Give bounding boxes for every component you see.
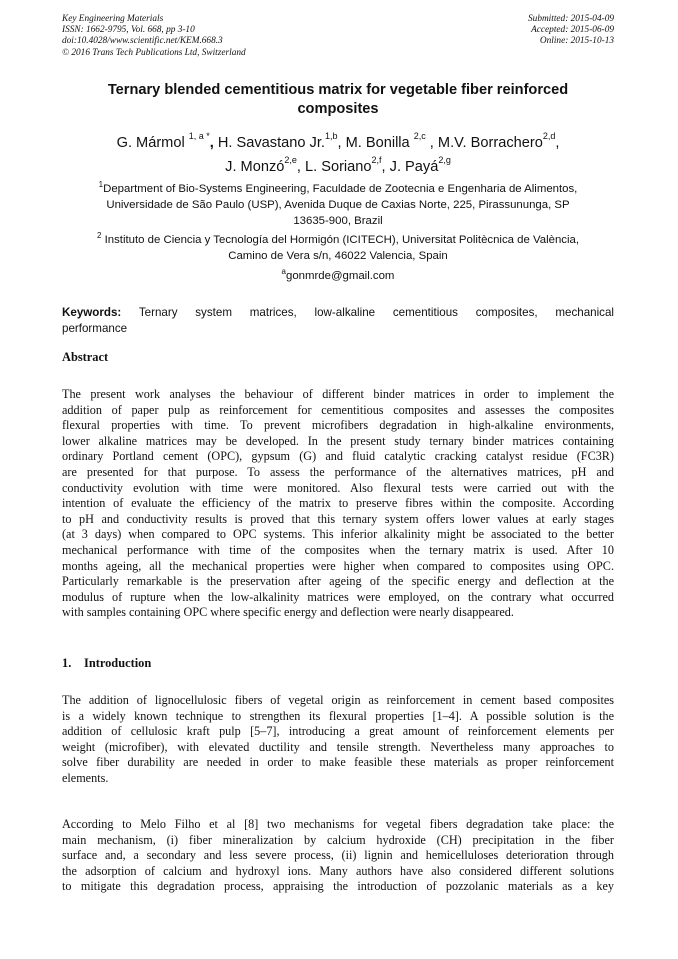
author-affiliation-mark: 2,c — [413, 131, 426, 142]
intro-line: weight (microfiber), with elevated ductility and tensile strength. Nevertheless many approaches to — [62, 739, 614, 754]
abstract-line: with samples containing OPC where specific energy and deflection were nearly disappeared. — [62, 605, 514, 620]
keywords-line: performance — [62, 321, 128, 335]
abstract-line: to pH and conductivity results is proved that this ternary system offers lower values at early stages — [62, 511, 614, 526]
accepted-date: Accepted: 2015-06-09 — [531, 25, 614, 36]
affiliation-2 — [62, 232, 614, 264]
author-affiliation-mark: 1, a * — [188, 131, 210, 142]
abstract-line: are presented for that purpose. To assess the performance of the alternatives matrices, pH and — [62, 464, 614, 479]
author-name: L. Soriano — [305, 159, 372, 175]
intro-line: to mitigate this degradation process, appraising the introduction of pozzolanic materials as a key — [62, 879, 614, 894]
keywords — [62, 305, 614, 336]
author-name: H. Savastano Jr. — [217, 135, 325, 151]
dates-header — [394, 14, 614, 48]
author-name: J. Payá — [389, 159, 439, 175]
affiliation-mark: 2 — [96, 231, 102, 241]
author-affiliation-mark: 2,g — [438, 155, 451, 166]
author-name: J. Monzó — [225, 159, 285, 175]
intro-paragraph-2 — [62, 817, 614, 895]
section-title: Introduction — [84, 656, 152, 670]
title-line: Ternary blended cementitious matrix for vegetable fiber reinforced — [107, 82, 569, 98]
affiliation-line: Department of Bio-Systems Engineering, Faculdade de Zootecnia e Engenharia de Alimentos, — [103, 183, 578, 195]
intro-line: The addition of lignocellulosic fibers of vegetal origin as reinforcement in cement based composites — [62, 693, 614, 707]
issn-line: ISSN: 1662-9795, Vol. 668, pp 3-10 — [62, 25, 195, 36]
author-affiliation-mark: 2,d — [542, 131, 556, 142]
abstract-line: months ageing, all the mechanical properties were higher when compared to composites using OPC. — [62, 558, 614, 573]
intro-line: elements. — [62, 770, 109, 785]
abstract-line: (at 3 days) when compared to OPC systems. This inferior alkalinity might be associated to the better — [62, 527, 614, 542]
abstract-body — [62, 387, 614, 621]
abstract-line: lower alkaline matrices may be developed. In the present study ternary binder matrices containing — [62, 433, 614, 448]
copyright-line: © 2016 Trans Tech Publications Ltd, Switzerland — [62, 47, 246, 58]
abstract-line: The present work analyses the behaviour of different binder matrices in order to implement the — [62, 387, 614, 401]
intro-line: is a widely known technique to strengthen its flexural properties [1–4]. A possible solution is the — [62, 708, 614, 723]
author-name: M. Bonilla — [345, 135, 414, 151]
abstract-line: mechanical performance with time of the composites when the ternary matrix is used. After 10 — [62, 542, 614, 557]
abstract-heading: Abstract — [62, 350, 109, 364]
section-number: 1. — [62, 656, 72, 670]
abstract-line: conductivity evolution with time were monitored. Also flexural tests were carried out with the — [62, 480, 614, 495]
intro-line: main mechanism, (i) fiber mineralization by calcium hydroxide (CH) precipitation in the fiber — [62, 832, 614, 847]
author-separator: , — [425, 135, 438, 151]
abstract-line: Particularly remarkable is the preservation after ageing of the specific energy and deflection at the — [62, 574, 614, 589]
paper-title — [62, 81, 614, 119]
author-affiliation-mark: 2,e — [284, 155, 297, 166]
title-line: composites — [297, 101, 379, 117]
journal-name: Key Engineering Materials — [62, 14, 164, 24]
affiliation-line: Instituto de Ciencia y Tecnología del Hormigón (ICITECH), Universitat Politècnica de València, — [101, 234, 580, 246]
affiliation-line: 13635-900, Brazil — [293, 215, 383, 227]
abstract-line: addition of paper pulp as reinforcement for cementitious composites and assesses the composites — [62, 402, 614, 417]
intro-line: surface and, a secondary and less severe process, (ii) lignin and hemicelluloses deterioration through — [62, 848, 614, 863]
journal-header — [62, 14, 382, 59]
author-name: M.V. Borrachero — [437, 135, 543, 151]
online-date: Online: 2015-10-13 — [539, 36, 614, 47]
author-affiliation-mark: 1,b — [324, 131, 338, 142]
introduction-heading — [62, 656, 151, 671]
doi-line: doi:10.4028/www.scientific.net/KEM.668.3 — [62, 36, 223, 47]
keywords-text: Ternary system matrices, low-alkaline cementitious composites, mechanical — [121, 306, 614, 319]
keywords-label: Keywords: — [62, 306, 122, 319]
abstract-line: intention of evaluate the efficiency of the matrix to preserve fibres within the composite. According — [62, 496, 614, 511]
intro-line: the adsorption of calcium and hydroxyl ions. Many authors have also considered different solutions — [62, 863, 614, 878]
intro-line: According to Melo Filho et al [8] two mechanisms for vegetal fibers degradation take place: the — [62, 817, 614, 831]
submitted-date: Submitted: 2015-04-09 — [528, 14, 614, 24]
author-list — [62, 131, 614, 179]
intro-line: addition of cellulosic kraft pulp [5–7], introducing a great amount of reinforcement elements per — [62, 724, 614, 739]
affiliation-line: Camino de Vera s/n, 46022 Valencia, Spain — [228, 250, 448, 262]
abstract-line: flexural properties with time. To prevent microfibers degradation in high-alkaline environments, — [62, 418, 614, 433]
intro-line: solve fiber durability are needed in order to make feasible these materials as proper reinforcement — [62, 755, 614, 770]
author-separator: , — [296, 159, 305, 175]
contact-email — [62, 268, 614, 284]
abstract-line: modulus of rupture when the low-alkalinity matrices were employed, on the contrary what occurred — [62, 589, 614, 604]
author-separator: , — [337, 135, 346, 151]
email-address: gonmrde@gmail.com — [286, 270, 395, 282]
affiliation-line: Universidade de São Paulo (USP), Avenida Duque de Caxias Norte, 225, Pirassununga, SP — [106, 199, 570, 211]
affiliation-1 — [62, 181, 614, 229]
abstract-line: ordinary Portland cement (OPC), gypsum (G) and fluid catalytic cracking catalyst residue (FC3R) — [62, 449, 614, 464]
author-separator: , — [209, 135, 218, 151]
affiliation-mark: 1 — [98, 180, 104, 190]
author-separator: , — [555, 135, 560, 151]
author-separator: , — [381, 159, 390, 175]
author-affiliation-mark: 2,f — [371, 155, 382, 166]
email-mark: a — [281, 267, 286, 277]
intro-paragraph-1 — [62, 693, 614, 787]
author-name: G. Mármol — [116, 135, 189, 151]
keywords-line — [62, 305, 614, 321]
